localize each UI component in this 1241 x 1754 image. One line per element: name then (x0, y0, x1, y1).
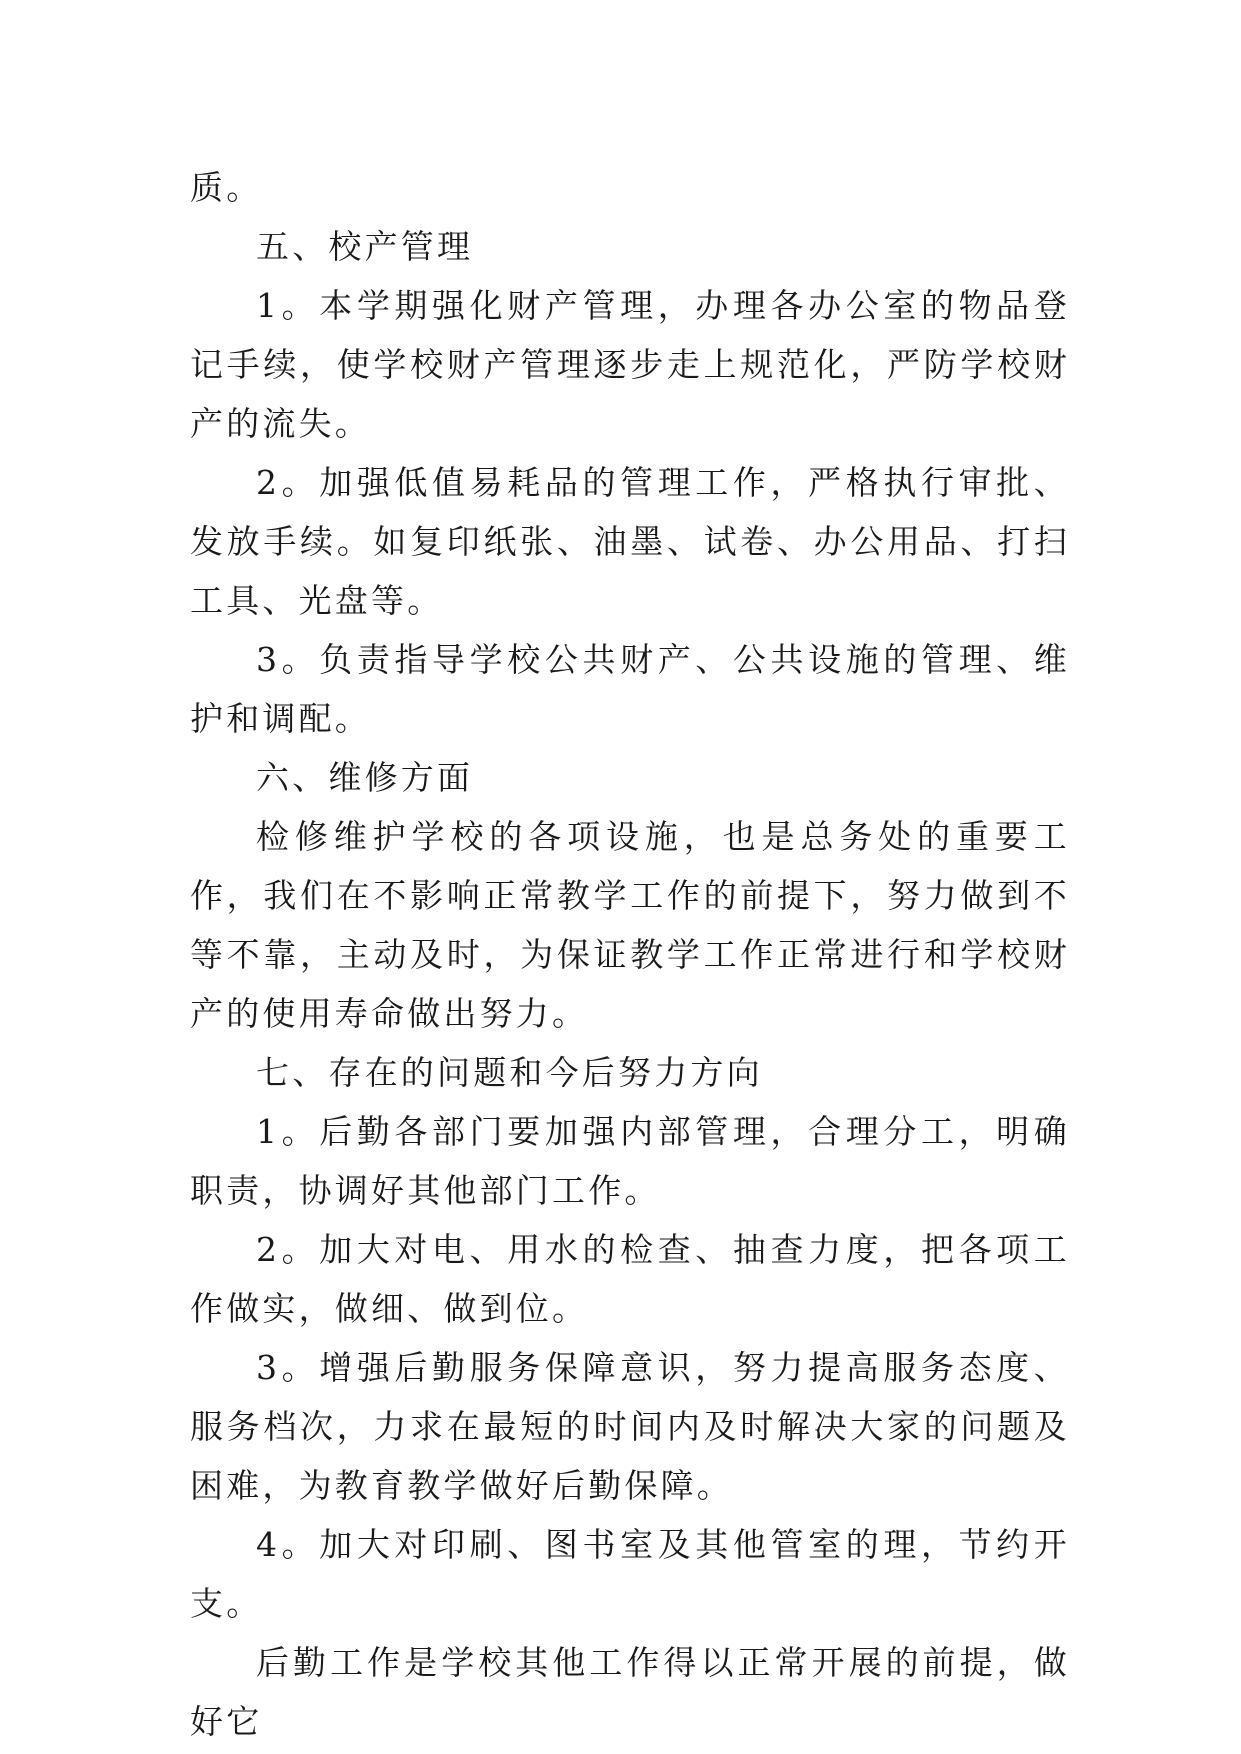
paragraph-direction-item-2: 2。加大对电、用水的检查、抽查力度，把各项工作做实，做细、做到位。 (190, 1230, 1070, 1328)
paragraph-continuation: 质。 (190, 168, 263, 207)
paragraph-direction-item-1: 1。后勤各部门要加强内部管理，合理分工，明确职责，协调好其他部门工作。 (190, 1112, 1070, 1210)
paragraph-maintenance: 检修维护学校的各项设施，也是总务处的重要工作，我们在不影响正常教学工作的前提下，努力做到不等不靠，主动及时，为保证教学工作正常进行和学校财产的使用寿命做出努力。 (190, 817, 1070, 1033)
document-body (190, 158, 1070, 1751)
section-heading-maintenance: 六、维修方面 (256, 758, 474, 797)
section-heading-problems-direction: 七、存在的问题和今后努力方向 (256, 1053, 763, 1092)
paragraph-direction-item-3: 3。增强后勤服务保障意识，努力提高服务态度、服务档次，力求在最短的时间内及时解决大家的问题及困难，为教育教学做好后勤保障。 (190, 1348, 1070, 1505)
paragraph-closing: 后勤工作是学校其他工作得以正常开展的前提，做好它 (190, 1643, 1070, 1741)
paragraph-asset-item-2: 2。加强低值易耗品的管理工作，严格执行审批、发放手续。如复印纸张、油墨、试卷、办公用品、打扫工具、光盘等。 (190, 463, 1070, 620)
paragraph-asset-item-3: 3。负责指导学校公共财产、公共设施的管理、维护和调配。 (190, 640, 1070, 738)
paragraph-asset-item-1: 1。本学期强化财产管理，办理各办公室的物品登记手续，使学校财产管理逐步走上规范化，严防学校财产的流失。 (190, 286, 1070, 443)
paragraph-direction-item-4: 4。加大对印刷、图书室及其他管室的理，节约开支。 (190, 1525, 1070, 1623)
section-heading-asset-management: 五、校产管理 (256, 227, 474, 266)
